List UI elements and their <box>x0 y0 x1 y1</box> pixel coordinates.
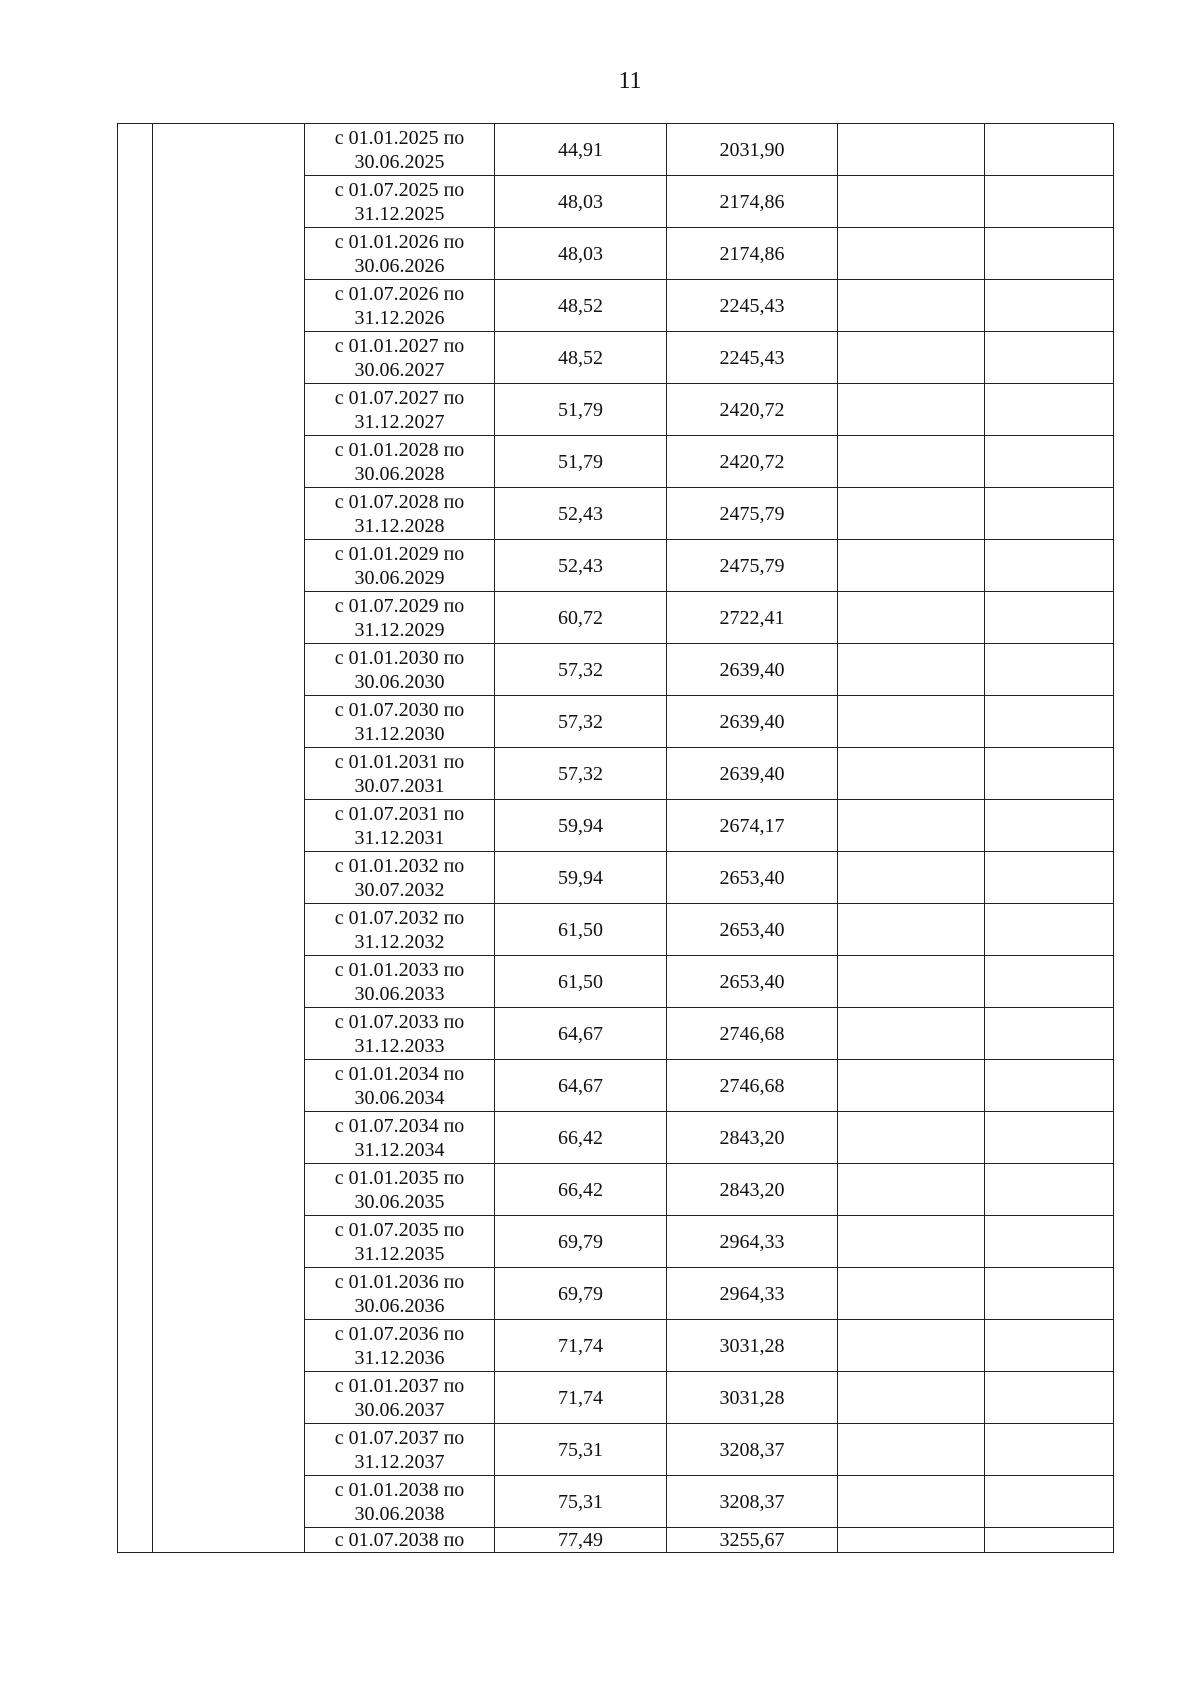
value1-cell: 51,79 <box>495 384 667 436</box>
empty-cell <box>985 904 1114 956</box>
value1-cell: 48,03 <box>495 228 667 280</box>
empty-cell <box>838 332 985 384</box>
period-to: 30.07.2031 <box>354 774 445 797</box>
period-cell <box>305 1528 495 1553</box>
empty-cell <box>985 540 1114 592</box>
period-from: с 01.07.2035 по <box>334 1218 465 1241</box>
value1-cell: 66,42 <box>495 1112 667 1164</box>
empty-cell <box>985 1320 1114 1372</box>
period-cell <box>305 696 495 748</box>
period-from: с 01.07.2037 по <box>334 1426 465 1449</box>
value2-cell: 2653,40 <box>667 904 838 956</box>
value1-cell: 64,67 <box>495 1008 667 1060</box>
empty-cell <box>838 644 985 696</box>
empty-cell <box>985 1060 1114 1112</box>
period-to: 30.06.2035 <box>354 1190 445 1213</box>
value2-cell: 2475,79 <box>667 540 838 592</box>
period-cell <box>305 800 495 852</box>
value2-cell: 2245,43 <box>667 280 838 332</box>
period-to: 31.12.2035 <box>354 1242 445 1265</box>
empty-cell <box>838 1060 985 1112</box>
period-to: 31.12.2025 <box>354 202 445 225</box>
empty-cell <box>838 696 985 748</box>
empty-cell <box>985 1112 1114 1164</box>
value2-cell: 2245,43 <box>667 332 838 384</box>
period-to: 30.06.2038 <box>354 1502 445 1525</box>
period-from: с 01.07.2038 по <box>334 1529 465 1551</box>
period-to: 31.12.2030 <box>354 722 445 745</box>
empty-cell <box>838 1216 985 1268</box>
value1-cell: 51,79 <box>495 436 667 488</box>
value2-cell: 2964,33 <box>667 1216 838 1268</box>
empty-cell <box>985 1424 1114 1476</box>
empty-cell <box>985 436 1114 488</box>
empty-cell <box>985 748 1114 800</box>
period-cell <box>305 904 495 956</box>
empty-cell <box>838 1528 985 1553</box>
value2-cell: 2031,90 <box>667 124 838 176</box>
value2-cell: 2174,86 <box>667 228 838 280</box>
period-from: с 01.07.2033 по <box>334 1010 465 1033</box>
empty-cell <box>838 1008 985 1060</box>
period-from: с 01.07.2036 по <box>334 1322 465 1345</box>
empty-cell <box>838 748 985 800</box>
empty-cell <box>985 384 1114 436</box>
empty-cell <box>838 1372 985 1424</box>
period-to: 31.12.2029 <box>354 618 445 641</box>
period-from: с 01.01.2025 по <box>334 126 465 149</box>
period-cell <box>305 1008 495 1060</box>
empty-cell <box>838 1424 985 1476</box>
value1-cell: 52,43 <box>495 540 667 592</box>
empty-cell <box>838 436 985 488</box>
value2-cell: 2639,40 <box>667 696 838 748</box>
period-cell <box>305 644 495 696</box>
period-to: 30.06.2025 <box>354 150 445 173</box>
period-to: 30.06.2037 <box>354 1398 445 1421</box>
value2-cell: 2420,72 <box>667 436 838 488</box>
period-to: 31.12.2028 <box>354 514 445 537</box>
period-from: с 01.01.2031 по <box>334 750 465 773</box>
period-from: с 01.07.2030 по <box>334 698 465 721</box>
empty-cell <box>985 800 1114 852</box>
value2-cell: 2843,20 <box>667 1164 838 1216</box>
empty-cell <box>838 1112 985 1164</box>
value2-cell: 3031,28 <box>667 1372 838 1424</box>
period-cell <box>305 748 495 800</box>
period-cell <box>305 956 495 1008</box>
period-to: 30.06.2030 <box>354 670 445 693</box>
period-to: 30.06.2034 <box>354 1086 445 1109</box>
value2-cell: 3031,28 <box>667 1320 838 1372</box>
value1-cell: 48,52 <box>495 280 667 332</box>
name-column-cell <box>153 124 305 1553</box>
empty-cell <box>985 176 1114 228</box>
value1-cell: 57,32 <box>495 748 667 800</box>
value1-cell: 69,79 <box>495 1268 667 1320</box>
empty-cell <box>985 488 1114 540</box>
empty-cell <box>838 1268 985 1320</box>
empty-cell <box>985 124 1114 176</box>
value2-cell: 2653,40 <box>667 956 838 1008</box>
value2-cell: 2174,86 <box>667 176 838 228</box>
empty-cell <box>985 592 1114 644</box>
empty-cell <box>838 1320 985 1372</box>
period-from: с 01.07.2034 по <box>334 1114 465 1137</box>
number-column-cell <box>118 124 153 1553</box>
period-from: с 01.01.2030 по <box>334 646 465 669</box>
empty-cell <box>838 1476 985 1528</box>
empty-cell <box>985 332 1114 384</box>
period-from: с 01.01.2033 по <box>334 958 465 981</box>
period-from: с 01.07.2026 по <box>334 282 465 305</box>
value1-cell: 60,72 <box>495 592 667 644</box>
period-cell <box>305 1320 495 1372</box>
value1-cell: 52,43 <box>495 488 667 540</box>
empty-cell <box>838 1164 985 1216</box>
empty-cell <box>985 1008 1114 1060</box>
period-cell <box>305 592 495 644</box>
empty-cell <box>985 1372 1114 1424</box>
period-from: с 01.07.2031 по <box>334 802 465 825</box>
period-to: 31.12.2033 <box>354 1034 445 1057</box>
value1-cell: 59,94 <box>495 852 667 904</box>
empty-cell <box>838 904 985 956</box>
empty-cell <box>985 280 1114 332</box>
table-row <box>118 124 1114 176</box>
period-from: с 01.01.2027 по <box>334 334 465 357</box>
period-from: с 01.01.2036 по <box>334 1270 465 1293</box>
empty-cell <box>838 800 985 852</box>
empty-cell <box>838 124 985 176</box>
empty-cell <box>838 228 985 280</box>
period-to: 31.12.2031 <box>354 826 445 849</box>
period-to: 31.12.2032 <box>354 930 445 953</box>
empty-cell <box>985 1164 1114 1216</box>
value1-cell: 64,67 <box>495 1060 667 1112</box>
empty-cell <box>838 176 985 228</box>
value1-cell: 71,74 <box>495 1320 667 1372</box>
value2-cell: 2639,40 <box>667 644 838 696</box>
value1-cell: 44,91 <box>495 124 667 176</box>
value2-cell: 2843,20 <box>667 1112 838 1164</box>
value2-cell: 2746,68 <box>667 1008 838 1060</box>
tariff-table <box>117 123 1114 1553</box>
empty-cell <box>985 644 1114 696</box>
period-cell <box>305 280 495 332</box>
period-to: 30.07.2032 <box>354 878 445 901</box>
period-cell <box>305 1372 495 1424</box>
value2-cell: 2639,40 <box>667 748 838 800</box>
period-cell <box>305 1112 495 1164</box>
period-cell <box>305 1476 495 1528</box>
value1-cell: 71,74 <box>495 1372 667 1424</box>
period-from: с 01.07.2028 по <box>334 490 465 513</box>
period-cell <box>305 488 495 540</box>
value2-cell: 3208,37 <box>667 1424 838 1476</box>
empty-cell <box>985 956 1114 1008</box>
period-to: 30.06.2033 <box>354 982 445 1005</box>
period-to: 30.06.2027 <box>354 358 445 381</box>
period-cell <box>305 436 495 488</box>
empty-cell <box>985 852 1114 904</box>
empty-cell <box>985 228 1114 280</box>
empty-cell <box>838 540 985 592</box>
value1-cell: 61,50 <box>495 956 667 1008</box>
value2-cell: 2746,68 <box>667 1060 838 1112</box>
value1-cell: 59,94 <box>495 800 667 852</box>
value1-cell: 75,31 <box>495 1476 667 1528</box>
period-from: с 01.01.2026 по <box>334 230 465 253</box>
value1-cell: 75,31 <box>495 1424 667 1476</box>
period-to: 31.12.2034 <box>354 1138 445 1161</box>
period-cell <box>305 1164 495 1216</box>
period-cell <box>305 228 495 280</box>
value2-cell: 2674,17 <box>667 800 838 852</box>
period-cell <box>305 1424 495 1476</box>
period-to: 31.12.2027 <box>354 410 445 433</box>
empty-cell <box>838 852 985 904</box>
value1-cell: 61,50 <box>495 904 667 956</box>
period-to: 31.12.2037 <box>354 1450 445 1473</box>
period-cell <box>305 1060 495 1112</box>
value2-cell: 2964,33 <box>667 1268 838 1320</box>
period-from: с 01.01.2038 по <box>334 1478 465 1501</box>
period-from: с 01.07.2025 по <box>334 178 465 201</box>
value1-cell: 77,49 <box>495 1528 667 1553</box>
period-to: 31.12.2026 <box>354 306 445 329</box>
period-from: с 01.01.2028 по <box>334 438 465 461</box>
empty-cell <box>838 592 985 644</box>
value1-cell: 57,32 <box>495 696 667 748</box>
empty-cell <box>838 956 985 1008</box>
tariff-table-body <box>118 124 1114 1553</box>
period-to: 30.06.2029 <box>354 566 445 589</box>
period-from: с 01.01.2037 по <box>334 1374 465 1397</box>
empty-cell <box>985 1216 1114 1268</box>
period-to: 30.06.2026 <box>354 254 445 277</box>
page-number: 11 <box>618 68 642 94</box>
value2-cell: 2653,40 <box>667 852 838 904</box>
value2-cell: 2475,79 <box>667 488 838 540</box>
empty-cell <box>985 1476 1114 1528</box>
value2-cell: 3255,67 <box>667 1528 838 1553</box>
period-from: с 01.07.2029 по <box>334 594 465 617</box>
period-to: 30.06.2036 <box>354 1294 445 1317</box>
value1-cell: 69,79 <box>495 1216 667 1268</box>
empty-cell <box>985 696 1114 748</box>
period-cell <box>305 124 495 176</box>
period-cell <box>305 384 495 436</box>
period-from: с 01.01.2032 по <box>334 854 465 877</box>
value1-cell: 48,03 <box>495 176 667 228</box>
value2-cell: 2420,72 <box>667 384 838 436</box>
period-cell <box>305 1268 495 1320</box>
period-cell <box>305 540 495 592</box>
period-to: 31.12.2036 <box>354 1346 445 1369</box>
empty-cell <box>985 1268 1114 1320</box>
period-from: с 01.07.2032 по <box>334 906 465 929</box>
period-from: с 01.01.2035 по <box>334 1166 465 1189</box>
period-cell <box>305 176 495 228</box>
period-from: с 01.01.2029 по <box>334 542 465 565</box>
empty-cell <box>838 488 985 540</box>
value1-cell: 57,32 <box>495 644 667 696</box>
value1-cell: 66,42 <box>495 1164 667 1216</box>
period-cell <box>305 852 495 904</box>
period-cell <box>305 1216 495 1268</box>
empty-cell <box>985 1528 1114 1553</box>
value2-cell: 3208,37 <box>667 1476 838 1528</box>
value2-cell: 2722,41 <box>667 592 838 644</box>
empty-cell <box>838 384 985 436</box>
empty-cell <box>838 280 985 332</box>
period-to: 30.06.2028 <box>354 462 445 485</box>
period-cell <box>305 332 495 384</box>
value1-cell: 48,52 <box>495 332 667 384</box>
period-from: с 01.07.2027 по <box>334 386 465 409</box>
period-from: с 01.01.2034 по <box>334 1062 465 1085</box>
